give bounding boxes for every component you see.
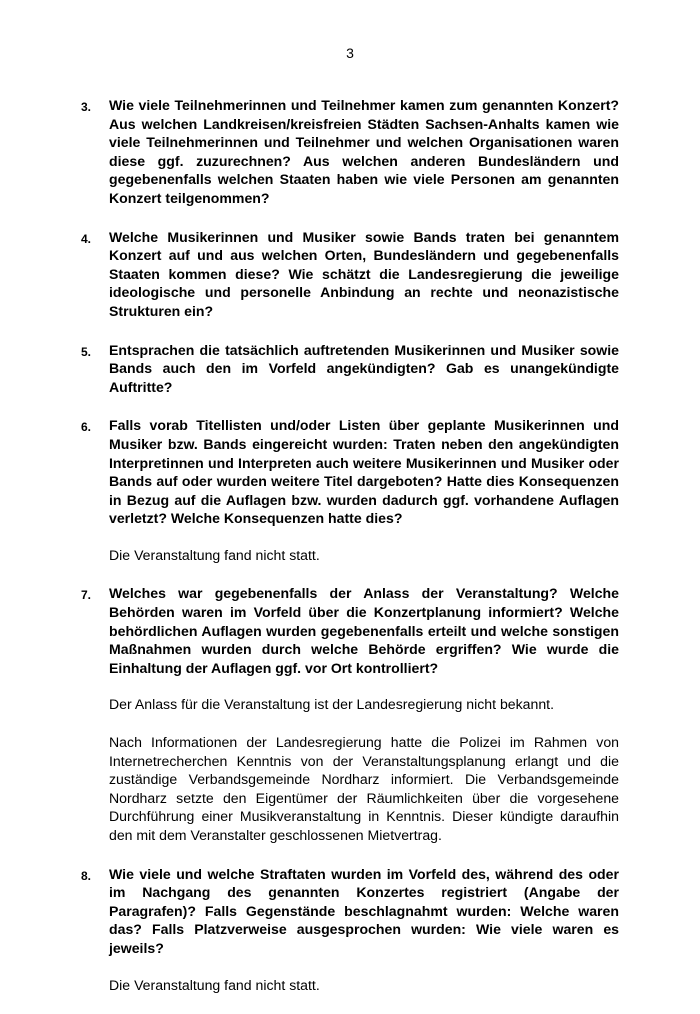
document-body [81,96,619,1014]
answer-text: Die Veranstaltung fand nicht statt. [109,976,320,993]
answer-text: Die Veranstaltung fand nicht statt. [109,546,320,563]
question-text: Falls vorab Titellisten und/oder Listen über geplante Musikerinnen und Musiker bzw. Bands eingereicht wurden: Traten neben den angekündigten Interpretinnen und Interpreten auch weitere Musikerinnen und Musiker oder Bands auf oder wurden weitere Titel dargeboten? Hatte dies Konsequenzen in Bezug auf die Auflagen bzw. wurden dadurch ggf. vorhandene Auflagen verletzt? Welche Konsequenzen hatte dies? [109,417,619,527]
item-number: 5. [81,344,92,359]
question-text: Welches war gegebenenfalls der Anlass der Veranstaltung? Welche Behörden waren im Vorfeld über die Konzertplanung informiert? Welche behördlichen Auflagen wurden gegebenenfalls erteilt und welche sonstigen Maßnahmen wurden durch welche Behörde ergriffen? Wie wurde die Einhaltung der Auflagen ggf. vor Ort kontrolliert? [109,585,619,676]
question-text: Wie viele und welche Straftaten wurden im Vorfeld des, während des oder im Nachgang des genannten Konzertes registriert (Angabe der Paragrafen)? Falls Gegenstände beschlagnahmt wurden: Welche waren das? Falls Platzverweise ausgesprochen wurden: Wie viele waren es jeweils? [109,865,619,956]
question-text: Entsprachen die tatsächlich auftretenden Musikerinnen und Musiker sowie Bands auch den im Vorfeld angekündigten? Gab es unangekündigte Auftritte? [109,341,619,395]
answer-text: Der Anlass für die Veranstaltung ist der Landesregierung nicht bekannt. [109,696,555,713]
question-item-8 [81,865,619,995]
question-item-3 [81,96,619,208]
item-number: 3. [81,100,92,114]
question-item-6 [81,416,619,564]
question-item-5 [81,341,619,397]
item-number: 4. [81,231,92,246]
item-number: 8. [81,868,92,883]
question-text: Welche Musikerinnen und Musiker sowie Bands traten bei genanntem Konzert auf und aus welchen Orten, Bundesländern und gegebenenfalls Staaten kommen diese? Wie schätzt die Landesregierung die jeweilige ideologische und personelle Anbindung an rechte und neonazistische Strukturen ein? [109,228,619,319]
item-number: 6. [81,420,92,435]
question-text: Wie viele Teilnehmerinnen und Teilnehmer kamen zum genannten Konzert? Aus welchen Landkreisen/kreisfreien Städten Sachsen-Anhalts kamen wie viele Teilnehmerinnen und Teilnehmer und welchen Organisationen waren diese ggf. zuzurechnen? Aus welchen anderen Bundesländern und gegebenenfalls welchen Staaten haben wie viele Personen am genannten Konzert teilgenommen? [109,97,619,206]
question-item-7 [81,584,619,844]
answer-text: Nach Informationen der Landesregierung hatte die Polizei im Rahmen von Internetrecherchen Kenntnis von der Veranstaltungsplanung erlangt und die zuständige Verbandsgemeinde Nordharz informiert. Die Verbandsgemeinde Nordharz setzte den Eigentümer der Räumlichkeiten über die vorgesehene Durchführung einer Musikveranstaltung in Kenntnis. Dieser kündigte daraufhin den mit dem Veranstalter geschlossenen Mietvertrag. [109,734,619,843]
question-item-4 [81,228,619,321]
item-number: 7. [81,588,92,603]
page-number: 3 [346,45,354,61]
